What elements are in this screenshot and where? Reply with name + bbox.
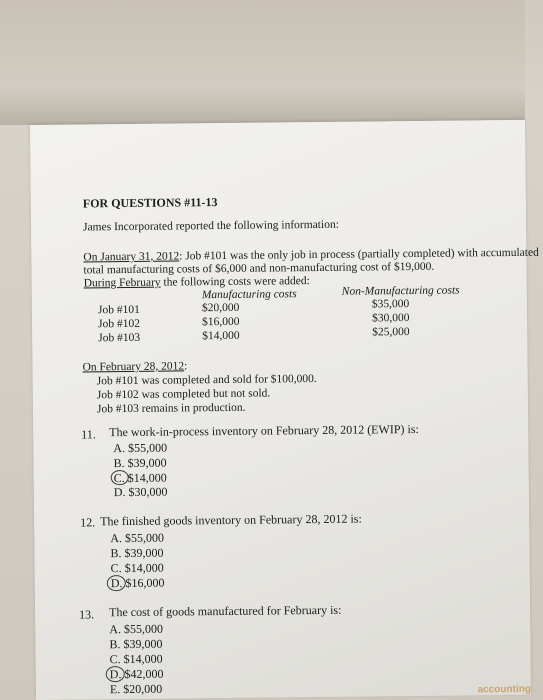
- paper-sheet: [30, 120, 539, 700]
- feb-rest: the following costs were added:: [160, 275, 310, 289]
- question-number: 12.: [80, 515, 96, 530]
- answer-option: A. $55,000: [113, 440, 168, 456]
- page-heading: FOR QUESTIONS #11-13: [82, 195, 218, 211]
- question-text: The work-in-process inventory on February 28, 2012 (EWIP) is:: [109, 421, 419, 440]
- feb-paragraph: [84, 275, 310, 289]
- table-row-job: Job #103: [98, 331, 141, 345]
- question-text: The finished goods inventory on February 28, 2012 is:: [100, 511, 362, 529]
- question-number: 13.: [79, 607, 95, 622]
- table-row-nonmfg: $35,000: [371, 298, 410, 311]
- feb28-line: Job #103 remains in production.: [96, 401, 246, 416]
- answer-option: D. $16,000: [110, 575, 165, 591]
- question-number: 11.: [81, 427, 96, 442]
- intro-text: James Incorporated reported the following information:: [83, 218, 339, 234]
- feb28-line: Job #101 was completed and sold for $100,000.: [96, 373, 317, 388]
- answer-option: C. $14,000: [110, 560, 164, 576]
- jan-line2: total manufacturing costs of $6,000 and non-manufacturing cost of $19,000.: [83, 260, 435, 277]
- table-row-nonmfg: $30,000: [371, 312, 410, 325]
- background-shadow: [0, 0, 525, 125]
- table-row-job: Job #102: [98, 317, 141, 331]
- answer-option: A. $55,000: [110, 530, 165, 546]
- answer-option: D. $30,000: [113, 484, 168, 500]
- feb28-heading: [82, 360, 187, 373]
- table-row-job: Job #101: [97, 303, 140, 317]
- corner-watermark: accounting: [477, 683, 531, 696]
- jan-line1: : Job #101 was the only job in process (partially completed) with accumulated: [179, 246, 539, 263]
- jan-paragraph: [83, 247, 539, 264]
- feb28-date: On February 28, 2012: [82, 360, 185, 374]
- answer-option: B. $39,000: [109, 636, 163, 652]
- table-row-nonmfg: $25,000: [372, 326, 410, 339]
- table-row-mfg: $20,000: [201, 301, 240, 315]
- feb28-colon: :: [184, 360, 188, 373]
- answer-option: C. $14,000: [109, 651, 163, 667]
- header-nonmfg: Non-Manufacturing costs: [341, 284, 460, 298]
- answer-option: E. $20,000: [109, 681, 163, 697]
- table-row-mfg: $14,000: [202, 329, 240, 343]
- table-row-mfg: $16,000: [202, 315, 240, 329]
- question-text: The cost of goods manufactured for February is:: [109, 602, 342, 620]
- feb28-line: Job #102 was completed but not sold.: [96, 387, 271, 402]
- answer-option: C. $14,000: [113, 470, 167, 486]
- header-mfg: Manufacturing costs: [201, 288, 297, 302]
- jan-date: On January 31, 2012: [83, 250, 180, 264]
- answer-option: B. $39,000: [113, 455, 167, 471]
- feb-label: During February: [83, 276, 161, 290]
- answer-option: B. $39,000: [110, 545, 164, 561]
- answer-option: A. $55,000: [109, 621, 164, 637]
- answer-option: D. $42,000: [109, 666, 164, 682]
